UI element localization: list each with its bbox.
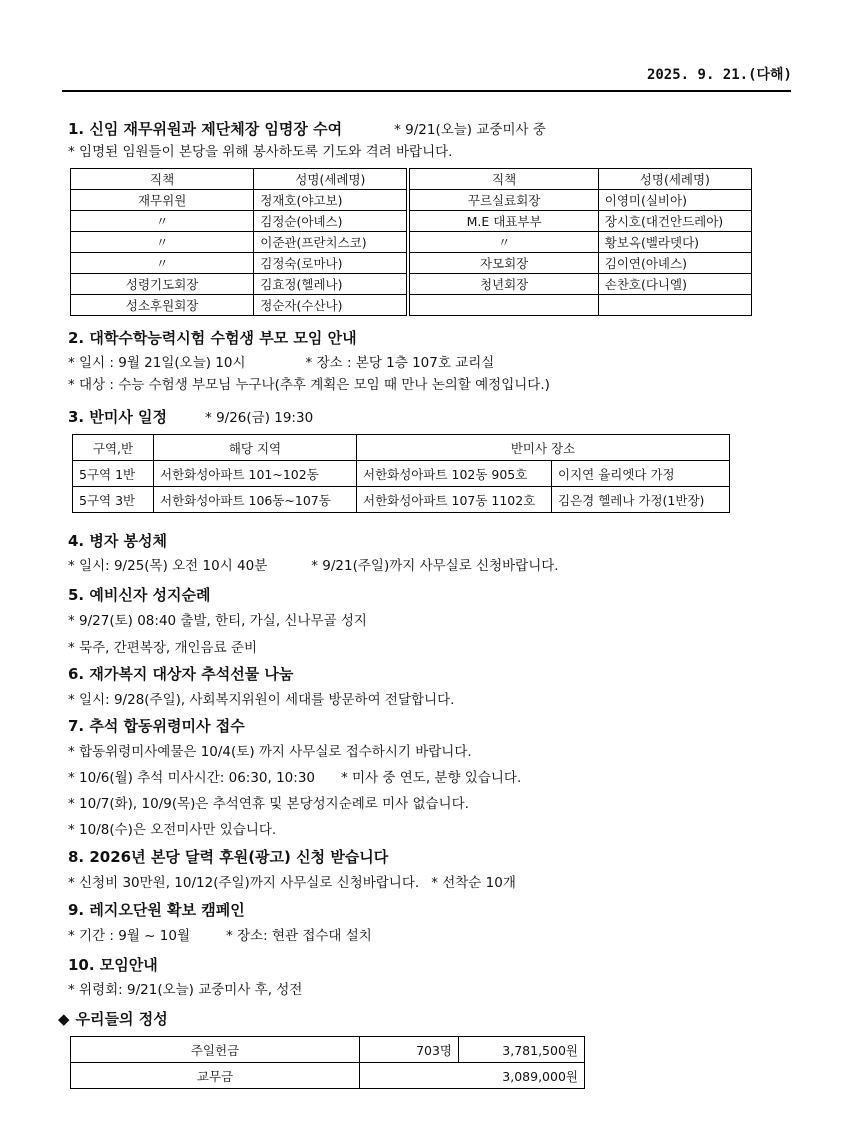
section-7-line-3: * 10/7(화), 10/9(목)은 추석연휴 및 본당성지순례로 미사 없습니다.: [68, 796, 469, 812]
table-row: [71, 295, 752, 316]
table-cell: 성소후원회장: [71, 295, 254, 316]
s9-period: * 기간 : 9월 ~ 10월: [68, 928, 190, 944]
table-cell: 김정순(아녜스): [254, 211, 409, 232]
table-cell: 김정숙(로마나): [254, 253, 409, 274]
section-1-note: * 임명된 임원들이 본당을 위해 봉사하도록 기도와 격려 바랍니다.: [68, 144, 453, 160]
table-cell: 〃: [71, 232, 254, 253]
section-1-heading: 1. 신임 재무위원과 제단체장 임명장 수여: [68, 120, 343, 138]
table-cell: 서한화성아파트 102동 905호: [357, 461, 552, 487]
offering-label: 교무금: [71, 1063, 360, 1089]
table-cell: [408, 295, 598, 316]
table-header-row: [73, 435, 730, 461]
table-cell: 재무위원: [71, 190, 254, 211]
table-cell: 5구역 3반: [73, 487, 154, 513]
section-1-title: [68, 118, 546, 139]
header-cell: 반미사 장소: [357, 435, 730, 461]
section-7-line-1: * 합동위령미사예물은 10/4(토) 까지 사무실로 접수하시기 바랍니다.: [68, 744, 472, 760]
table-cell: 이영미(실비아): [598, 190, 751, 211]
table-row: [71, 211, 752, 232]
section-4-title: 4. 병자 봉성체: [68, 532, 168, 550]
header-cell: 성명(세례명): [598, 169, 751, 190]
table-cell: 청년회장: [408, 274, 598, 295]
section-7-title: 7. 추석 합동위령미사 접수: [68, 717, 245, 735]
offering-amount: 3,781,500원: [459, 1037, 585, 1063]
table-cell: 〃: [408, 232, 598, 253]
offering-label: 주일헌금: [71, 1037, 360, 1063]
appointment-table: [70, 168, 752, 316]
section-5-title: 5. 예비신자 성지순례: [68, 586, 211, 604]
diamond-icon: ◆: [58, 1010, 70, 1028]
offering-heading: 우리들의 정성: [75, 1010, 168, 1028]
table-cell: 5구역 1반: [73, 461, 154, 487]
table-cell: 정재호(야고보): [254, 190, 409, 211]
section-9-title: 9. 레지오단원 확보 캠페인: [68, 901, 245, 919]
table-cell: 이준관(프란치스코): [254, 232, 409, 253]
table-cell: 정순자(수산나): [254, 295, 409, 316]
table-cell: 이지연 율리엣다 가정: [552, 461, 730, 487]
table-cell: 김은경 헬레나 가정(1반장): [552, 487, 730, 513]
section-2-title: 2. 대학수학능력시험 수험생 부모 모임 안내: [68, 329, 357, 347]
table-cell: [598, 295, 751, 316]
section-8-title: 8. 2026년 본당 달력 후원(광고) 신청 받습니다: [68, 848, 389, 866]
s8-limit: * 선착순 10개: [431, 875, 516, 891]
table-row: [71, 253, 752, 274]
section-10-line-1: * 위령회: 9/21(오늘) 교중미사 후, 성전: [68, 982, 303, 998]
section-6-line-1: * 일시: 9/28(주일), 사회복지위원이 세대를 방문하여 전달합니다.: [68, 692, 455, 708]
section-2-line-2: * 대상 : 수능 수험생 부모님 누구나(추후 계획은 모임 때 만나 논의할 예정입니다.): [68, 377, 550, 393]
header-cell: 해당 지역: [154, 435, 357, 461]
table-row: [73, 461, 730, 487]
table-cell: 장시호(대건안드레아): [598, 211, 751, 232]
header-rule: [62, 90, 791, 92]
s7-mass-time: * 10/6(월) 추석 미사시간: 06:30, 10:30: [68, 770, 315, 786]
s4-deadline: * 9/21(주일)까지 사무실로 신청바랍니다.: [311, 558, 559, 574]
table-header-row: [71, 169, 752, 190]
section-3-aside: * 9/26(금) 19:30: [205, 410, 314, 426]
table-cell: 꾸르실료회장: [408, 190, 598, 211]
table-cell: 김효정(헬레나): [254, 274, 409, 295]
table-cell: 〃: [71, 253, 254, 274]
section-5-line-2: * 묵주, 간편복장, 개인음료 준비: [68, 640, 257, 656]
table-cell: 〃: [71, 211, 254, 232]
s7-incense: * 미사 중 연도, 분향 있습니다.: [341, 770, 522, 786]
table-cell: 서한화성아파트 107동 1102호: [357, 487, 552, 513]
s8-fee: * 신청비 30만원, 10/12(주일)까지 사무실로 신청바랍니다.: [68, 875, 420, 891]
offering-amount: 3,089,000원: [360, 1063, 585, 1089]
ban-mass-table: [72, 434, 730, 513]
table-row: [71, 1063, 585, 1089]
table-row: [71, 190, 752, 211]
s2-time: * 일시 : 9월 21일(오늘) 10시: [68, 355, 246, 371]
header-cell: 직책: [408, 169, 598, 190]
section-9-line-1: [68, 924, 372, 944]
header-cell: 직책: [71, 169, 254, 190]
table-row: [71, 274, 752, 295]
section-5-line-1: * 9/27(토) 08:40 출발, 한티, 가실, 신나무골 성지: [68, 613, 367, 629]
section-2-line-1: [68, 351, 494, 371]
section-1-aside: * 9/21(오늘) 교중미사 중: [394, 122, 546, 138]
table-cell: 서한화성아파트 106동~107동: [154, 487, 357, 513]
section-4-line-1: [68, 554, 559, 574]
s4-time: * 일시: 9/25(목) 오전 10시 40분: [68, 558, 268, 574]
table-cell: 성령기도회장: [71, 274, 254, 295]
table-cell: 김이연(아녜스): [598, 253, 751, 274]
table-cell: 손찬호(다니엘): [598, 274, 751, 295]
section-8-line-1: [68, 871, 516, 891]
header-cell: 성명(세례명): [254, 169, 409, 190]
section-6-title: 6. 재가복지 대상자 추석선물 나눔: [68, 665, 294, 683]
section-7-line-4: * 10/8(수)은 오전미사만 있습니다.: [68, 822, 277, 838]
table-cell: 서한화성아파트 101~102동: [154, 461, 357, 487]
table-row: [71, 1037, 585, 1063]
section-3-heading: 3. 반미사 일정: [68, 408, 168, 426]
section-3-title: [68, 406, 313, 427]
table-cell: 자모회장: [408, 253, 598, 274]
table-row: [71, 232, 752, 253]
s9-place: * 장소: 현관 접수대 설치: [226, 928, 372, 944]
s2-place: * 장소 : 본당 1층 107호 교리실: [305, 355, 495, 371]
table-cell: M.E 대표부부: [408, 211, 598, 232]
offering-title: [58, 1008, 168, 1029]
offering-count: 703명: [360, 1037, 459, 1063]
table-cell: 황보옥(벨라뎃다): [598, 232, 751, 253]
table-row: [73, 487, 730, 513]
bulletin-date: 2025. 9. 21.(다해): [646, 67, 792, 83]
offering-table: [70, 1036, 585, 1089]
section-7-line-2: [68, 766, 521, 786]
section-10-title: 10. 모임안내: [68, 956, 158, 974]
header-cell: 구역,반: [73, 435, 154, 461]
